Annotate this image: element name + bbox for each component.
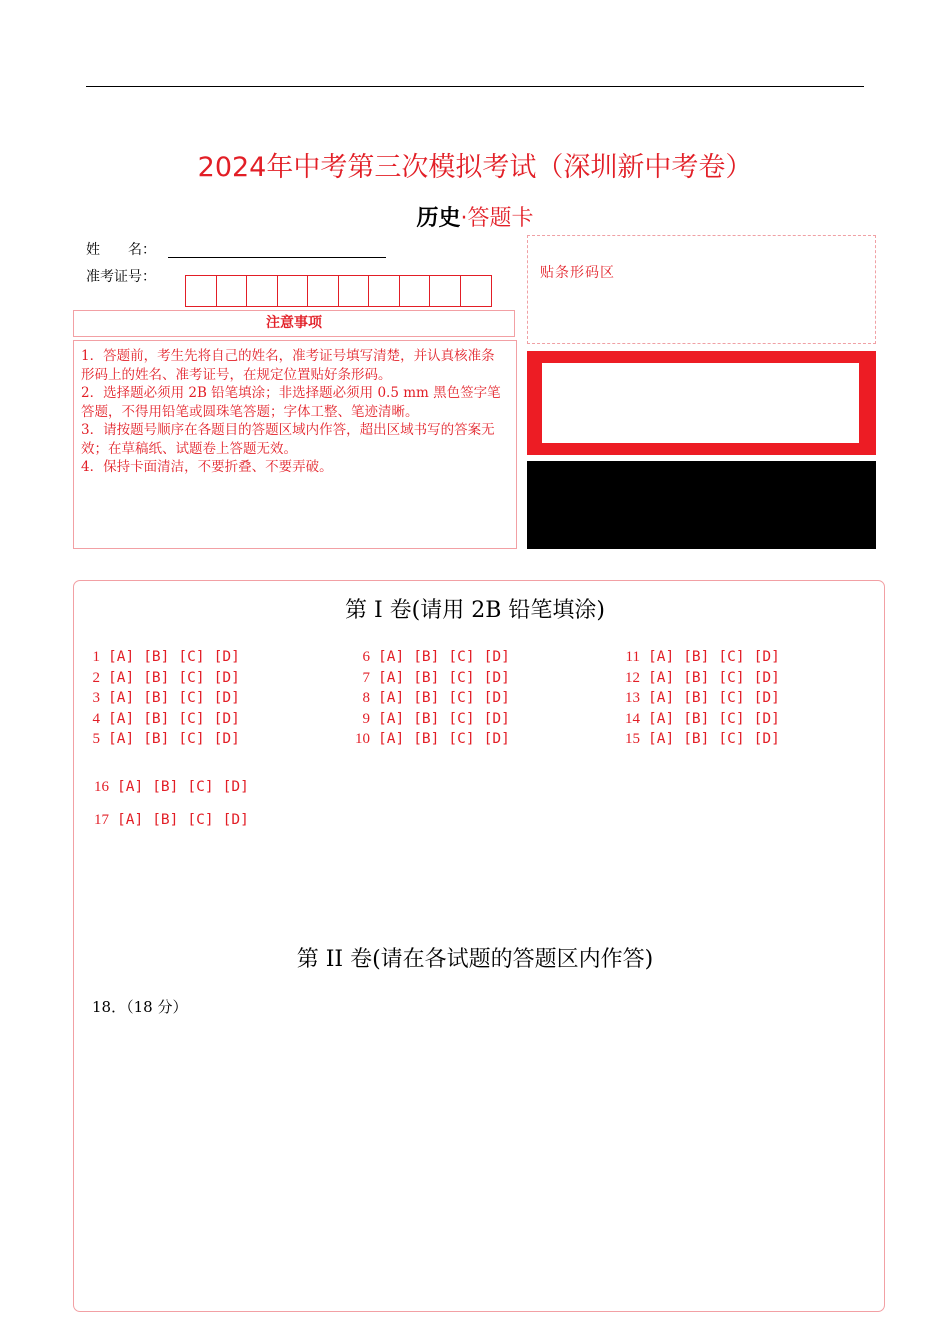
option-bubble-d[interactable]: [D] [483,731,510,747]
option-bubble-c[interactable]: [C] [187,812,214,828]
question-row-16 [82,777,249,798]
question-number: 9 [362,710,370,727]
question-number: 11 [625,649,640,665]
option-bubble-d[interactable]: [D] [483,710,510,727]
option-bubble-b[interactable]: [B] [413,710,440,727]
option-bubble-c[interactable]: [C] [718,669,745,686]
question-number: 14 [625,710,640,727]
option-bubble-d[interactable]: [D] [213,669,240,686]
question-number: 8 [362,690,370,706]
notice-item: 4．保持卡面清洁，不要折叠、不要弄破。 [81,459,333,475]
option-bubble-a[interactable]: [A] [648,649,675,665]
subject-name: 历史 [416,206,461,231]
option-bubble-b[interactable]: [B] [143,649,170,665]
option-bubble-d[interactable]: [D] [483,690,510,706]
option-bubble-c[interactable]: [C] [178,690,205,706]
question-row [342,668,510,689]
option-bubble-c[interactable]: [C] [178,710,205,727]
option-bubble-b[interactable]: [B] [143,710,170,727]
question-number: 4 [92,710,100,727]
option-bubble-d[interactable]: [D] [753,690,780,706]
option-bubble-d[interactable]: [D] [483,649,510,665]
notice-heading: 注意事项 [73,310,515,337]
question-number: 10 [355,731,370,747]
question-number: 12 [625,669,640,686]
question-number: 3 [92,690,100,706]
subtitle [0,204,950,234]
question-row [612,668,780,689]
option-bubble-d[interactable]: [D] [213,649,240,665]
option-bubble-a[interactable]: [A] [648,669,675,686]
id-digit-box[interactable] [308,276,339,306]
name-input-line[interactable] [168,257,386,258]
question-number: 1 [92,649,100,665]
option-bubble-c[interactable]: [C] [178,649,205,665]
option-bubble-c[interactable]: [C] [718,690,745,706]
question-row [612,647,780,668]
option-bubble-c[interactable]: [C] [178,669,205,686]
question-column-1 [82,647,240,750]
option-bubble-b[interactable]: [B] [413,731,440,747]
option-bubble-a[interactable]: [A] [648,731,675,747]
question-row [82,729,240,750]
barcode-area [527,235,876,344]
question-row [82,647,240,668]
red-frame-inner [542,363,859,443]
question-number: 5 [92,731,100,747]
answer-card-label: 答题卡 [467,206,534,231]
option-bubble-d[interactable]: [D] [753,649,780,665]
notice-item: 1．答题前，考生先将自己的姓名，准考证号填写清楚，并认真核准条形码上的姓名、准考证号，在规定位置贴好条形码。 [81,348,495,383]
notice-item: 2．选择题必须用 2B 铅笔填涂；非选择题必须用 0.5 mm 黑色签字笔答题，不得用铅笔或圆珠笔答题；字体工整、笔迹清晰。 [81,385,501,420]
option-bubble-b[interactable]: [B] [143,690,170,706]
question-row [342,709,510,730]
id-digit-box[interactable] [278,276,309,306]
option-bubble-c[interactable]: [C] [448,710,475,727]
question-number: 17 [94,812,109,828]
section1-title: 第 I 卷(请用 2B 铅笔填涂) [345,598,605,623]
option-bubble-b[interactable]: [B] [413,649,440,665]
option-bubble-a[interactable]: [A] [378,731,405,747]
id-number-boxes[interactable] [185,275,492,307]
option-bubble-b[interactable]: [B] [683,649,710,665]
section2-title: 第 II 卷(请在各试题的答题区内作答) [296,947,654,972]
top-rule [86,86,864,87]
option-bubble-b[interactable]: [B] [683,710,710,727]
option-bubble-a[interactable]: [A] [378,690,405,706]
question-row [82,777,249,798]
option-bubble-d[interactable]: [D] [222,812,249,828]
question-column-3 [612,647,780,750]
question-row-17 [82,810,249,831]
option-bubble-b[interactable]: [B] [413,690,440,706]
option-bubble-c[interactable]: [C] [448,690,475,706]
question-row [82,668,240,689]
option-bubble-b[interactable]: [B] [683,731,710,747]
question-column-2 [342,647,510,750]
option-bubble-c[interactable]: [C] [448,649,475,665]
option-bubble-b[interactable]: [B] [152,812,179,828]
option-bubble-c[interactable]: [C] [448,731,475,747]
option-bubble-c[interactable]: [C] [448,669,475,686]
question-row [82,688,240,709]
question-row [82,709,240,730]
subtitle-separator: · [460,206,468,231]
option-bubble-a[interactable]: [A] [108,669,135,686]
option-bubble-c[interactable]: [C] [718,649,745,665]
exam-title: 2024年中考第三次模拟考试（深圳新中考卷） [197,152,753,183]
option-bubble-c[interactable]: [C] [178,731,205,747]
option-bubble-a[interactable]: [A] [108,731,135,747]
option-bubble-d[interactable]: [D] [483,669,510,686]
option-bubble-a[interactable]: [A] [108,710,135,727]
option-bubble-c[interactable]: [C] [187,779,214,795]
option-bubble-d[interactable]: [D] [213,710,240,727]
option-bubble-a[interactable]: [A] [108,649,135,665]
barcode-label: 贴条形码区 [540,265,615,281]
id-digit-box[interactable] [369,276,400,306]
black-block [527,461,876,549]
option-bubble-b[interactable]: [B] [683,690,710,706]
question-row [342,688,510,709]
notice-item: 3．请按题号顺序在各题目的答题区域内作答，超出区域书写的答案无效；在草稿纸、试题卷上答题无效。 [81,422,495,457]
question-number: 2 [92,669,100,686]
id-digit-box[interactable] [247,276,278,306]
option-bubble-c[interactable]: [C] [718,710,745,727]
question-number: 13 [625,690,640,706]
option-bubble-d[interactable]: [D] [213,731,240,747]
option-bubble-b[interactable]: [B] [683,669,710,686]
question-row [612,688,780,709]
question-row [82,810,249,831]
option-bubble-a[interactable]: [A] [378,649,405,665]
question-row [612,729,780,750]
id-digit-box[interactable] [461,276,492,306]
notice-body [73,340,517,549]
question-row [342,647,510,668]
option-bubble-c[interactable]: [C] [718,731,745,747]
option-bubble-b[interactable]: [B] [152,779,179,795]
question-row [612,709,780,730]
option-bubble-d[interactable]: [D] [753,710,780,727]
id-digit-box[interactable] [186,276,217,306]
question-number: 6 [362,649,370,665]
option-bubble-d[interactable]: [D] [753,669,780,686]
id-digit-box[interactable] [430,276,461,306]
id-label: 准考证号： [86,269,156,285]
question-18-label: 18．（18 分） [92,998,188,1016]
question-number: 7 [362,669,370,686]
question-number: 15 [625,731,640,747]
option-bubble-a[interactable]: [A] [378,710,405,727]
option-bubble-d[interactable]: [D] [222,779,249,795]
option-bubble-b[interactable]: [B] [143,731,170,747]
id-digit-box[interactable] [217,276,248,306]
id-digit-box[interactable] [400,276,431,306]
option-bubble-a[interactable]: [A] [108,690,135,706]
option-bubble-d[interactable]: [D] [753,731,780,747]
option-bubble-b[interactable]: [B] [413,669,440,686]
option-bubble-d[interactable]: [D] [213,690,240,706]
option-bubble-a[interactable]: [A] [648,710,675,727]
option-bubble-a[interactable]: [A] [648,690,675,706]
option-bubble-a[interactable]: [A] [117,779,144,795]
option-bubble-a[interactable]: [A] [378,669,405,686]
id-digit-box[interactable] [339,276,370,306]
name-label: 姓 名： [86,242,156,258]
question-row [342,729,510,750]
option-bubble-b[interactable]: [B] [143,669,170,686]
red-frame-block [527,351,876,455]
option-bubble-a[interactable]: [A] [117,812,144,828]
question-number: 16 [94,779,109,795]
